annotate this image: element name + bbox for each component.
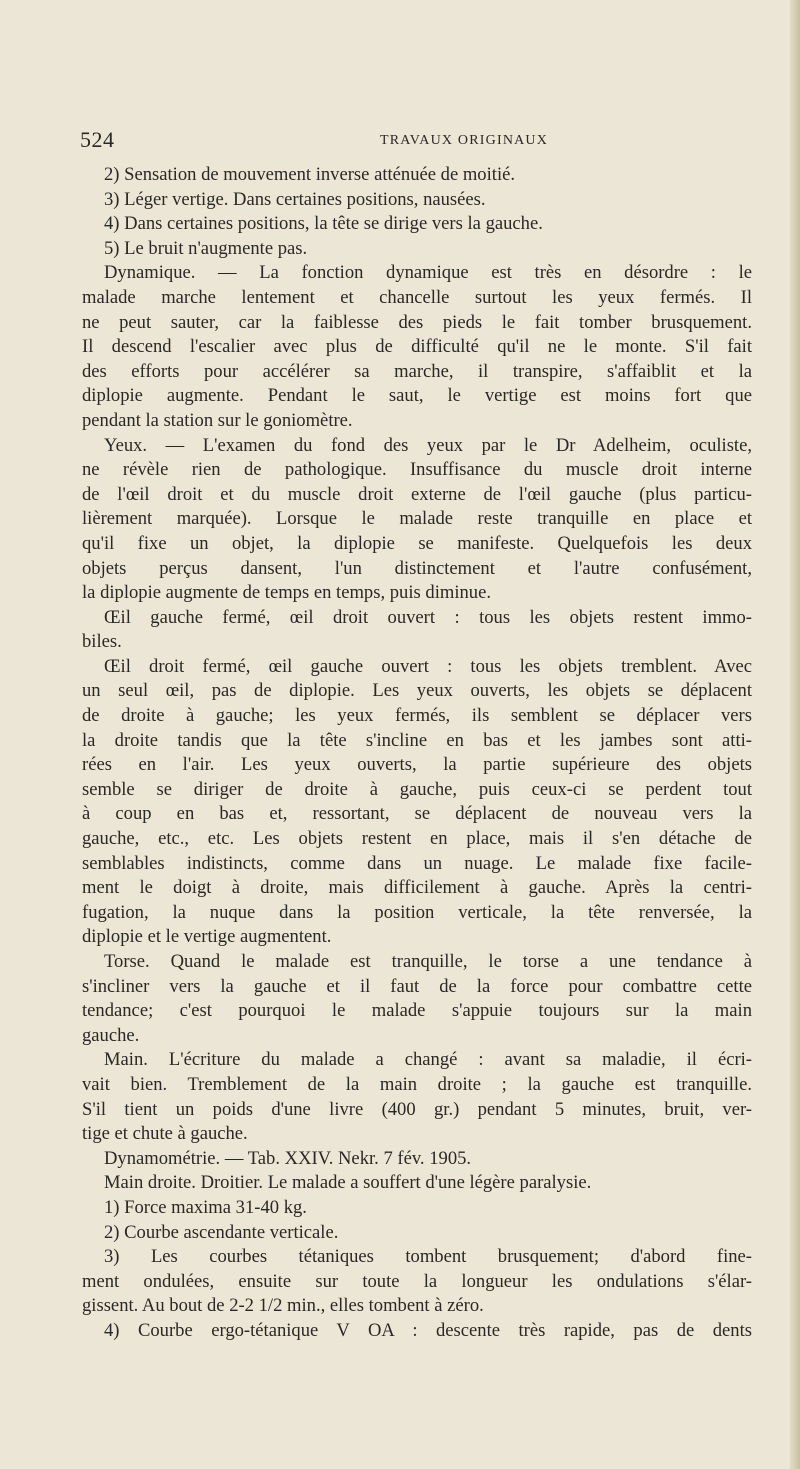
text-line: tige et chute à gauche. [82,1123,248,1145]
text-line: objets perçus dansent, l'un distinctement et l'autre confusément, [82,557,752,579]
text-line: tendance; c'est pourquoi le malade s'appuie toujours sur la main [82,1000,752,1022]
body-text [82,163,752,1344]
text-line: biles. [82,631,122,653]
text-line: lièrement marquée). Lorsque le malade reste tranquille en place et [82,508,752,530]
text-line: 3) Léger vertige. Dans certaines positions, nausées. [104,188,486,210]
text-line: Main droite. Droitier. Le malade a souffert d'une légère paralysie. [104,1172,592,1194]
text-line: Torse. Quand le malade est tranquille, le torse a une tendance à [104,951,752,972]
text-line: gauche, etc., etc. Les objets restent en place, mais il s'en détache de [82,828,752,850]
text-line: Il descend l'escalier avec plus de difficulté qu'il ne le monte. S'il fait [82,336,752,358]
text-line: Main. L'écriture du malade a changé : avant sa maladie, il écri- [104,1049,752,1071]
text-line: la diplopie augmente de temps en temps, puis diminue. [82,582,491,604]
text-line: S'il tient un poids d'une livre (400 gr.) pendant 5 minutes, bruit, ver- [82,1098,752,1120]
text-line: la droite tandis que la tête s'incline en bas et les jambes sont atti- [82,729,752,751]
text-line: Yeux. — L'examen du fond des yeux par le Dr Adelheim, oculiste, [104,434,752,456]
text-line: semble se diriger de droite à gauche, puis ceux-ci se perdent tout [82,778,752,800]
text-line: gauche. [82,1024,140,1046]
text-line: qu'il fixe un objet, la diplopie se manifeste. Quelquefois les deux [82,532,752,554]
text-line: ne révèle rien de pathologique. Insuffisance du muscle droit interne [82,459,752,481]
text-line: ment le doigt à droite, mais difficilement à gauche. Après la centri- [82,877,752,899]
text-line: des efforts pour accélérer sa marche, il transpire, s'affaiblit et la [82,360,752,382]
text-line: gissent. Au bout de 2-2 1/2 min., elles tombent à zéro. [82,1295,484,1317]
text-line: un seul œil, pas de diplopie. Les yeux ouverts, les objets se déplacent [82,680,752,702]
text-line: 5) Le bruit n'augmente pas. [104,237,308,259]
page-edge [790,0,800,1469]
page-header [80,127,780,157]
text-line: fugation, la nuque dans la position verticale, la tête renversée, la [82,901,752,923]
text-line: rées en l'air. Les yeux ouverts, la partie supérieure des objets [82,754,752,776]
text-line: 2) Courbe ascendante verticale. [104,1221,339,1243]
text-line: 4) Dans certaines positions, la tête se dirige vers la gauche. [104,213,543,235]
text-line: Dynamométrie. — Tab. XXIV. Nekr. 7 fév. 1905. [104,1147,472,1169]
text-line: diplopie augmente. Pendant le saut, le vertige est moins fort que [82,385,752,407]
text-line: Œil gauche fermé, œil droit ouvert : tous les objets restent immo- [104,606,752,628]
text-line: ment ondulées, ensuite sur toute la longueur les ondulations s'élar- [82,1270,752,1292]
text-line: diplopie et le vertige augmentent. [82,926,332,948]
text-line: Œil droit fermé, œil gauche ouvert : tous les objets tremblent. Avec [104,655,752,677]
text-line: pendant la station sur le goniomètre. [82,409,353,431]
text-line: 1) Force maxima 31-40 kg. [104,1196,307,1218]
text-line: Dynamique. — La fonction dynamique est très en désordre : le [104,262,752,284]
text-line: 2) Sensation de mouvement inverse atténuée de moitié. [104,164,516,185]
text-line: vait bien. Tremblement de la main droite ; la gauche est tranquille. [82,1073,752,1095]
page-number: 524 [80,127,115,152]
running-head: TRAVAUX ORIGINAUX [380,133,549,148]
text-line: malade marche lentement et chancelle surtout les yeux fermés. Il [82,286,752,308]
text-line: 4) Courbe ergo-tétanique V OA : descente très rapide, pas de dents [104,1319,752,1341]
text-line: de droite à gauche; les yeux fermés, ils semblent se déplacer vers [82,705,752,727]
text-line: semblables indistincts, comme dans un nuage. Le malade fixe facile- [82,852,752,874]
text-line: s'incliner vers la gauche et il faut de la force pour combattre cette [82,975,752,997]
text-line: 3) Les courbes tétaniques tombent brusquement; d'abord fine- [104,1246,752,1268]
text-line: à coup en bas et, ressortant, se déplacent de nouveau vers la [82,803,752,825]
text-line: ne peut sauter, car la faiblesse des pieds le fait tomber brusquement. [82,311,752,333]
text-line: de l'œil droit et du muscle droit externe de l'œil gauche (plus particu- [82,483,752,505]
